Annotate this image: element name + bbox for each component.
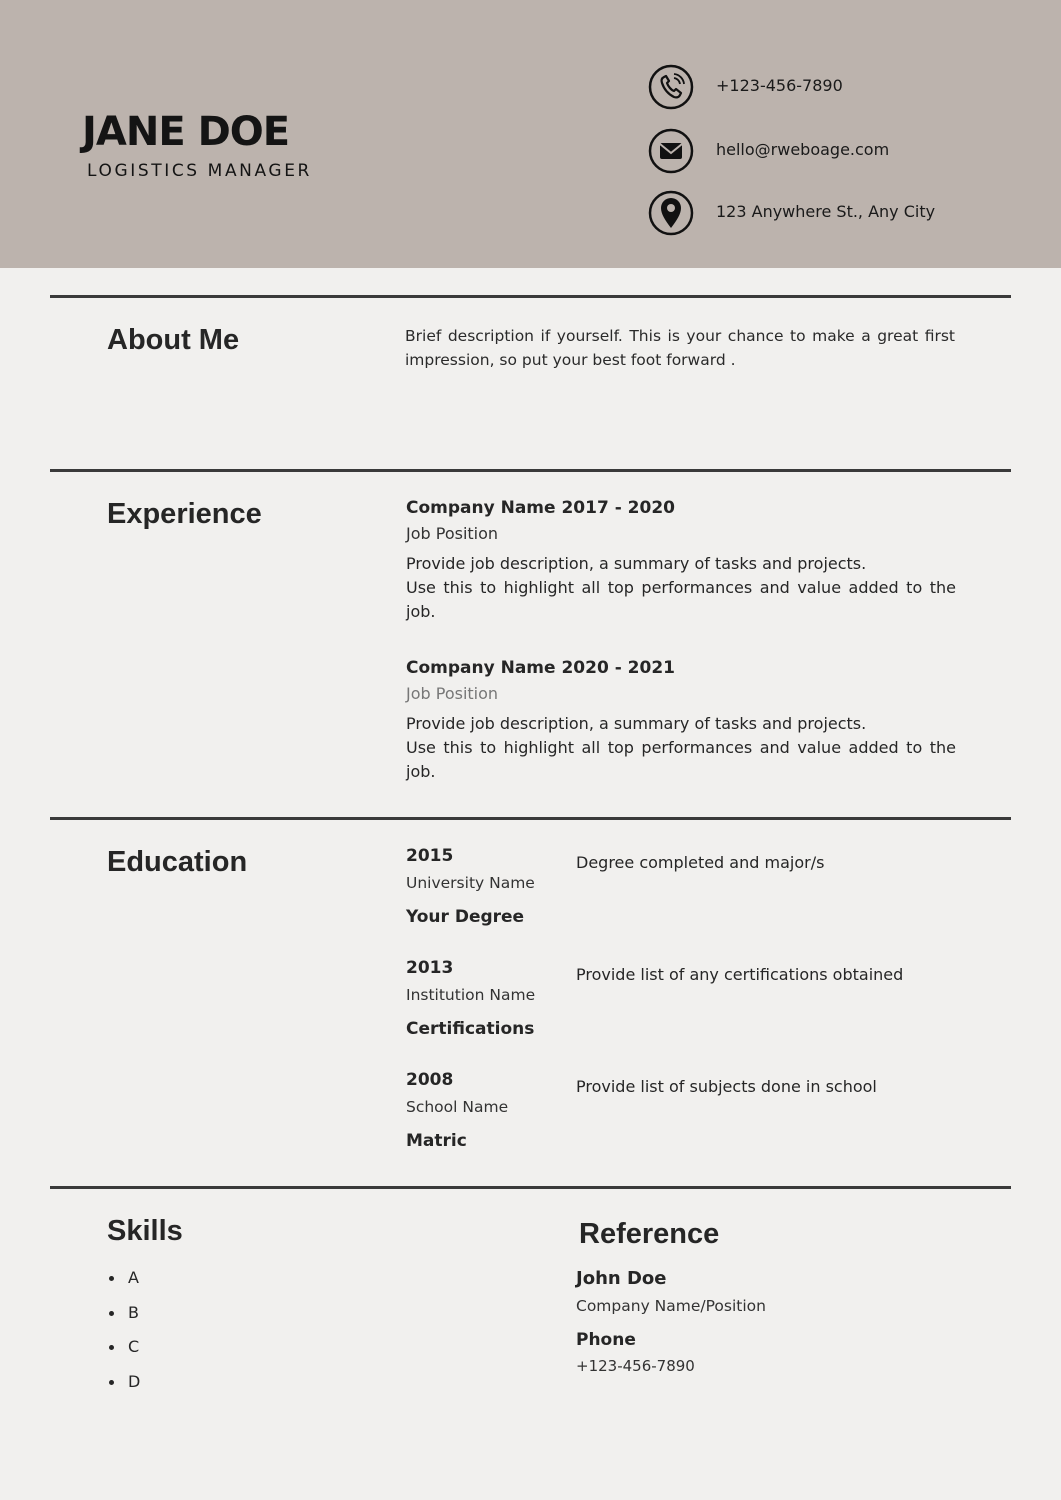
- reference-company: Company Name/Position: [576, 1297, 766, 1315]
- skill-label: D: [128, 1371, 141, 1391]
- reference-phone[interactable]: +123-456-7890: [576, 1357, 695, 1375]
- education-degree: Matric: [406, 1131, 467, 1151]
- education-institution: University Name: [406, 874, 535, 892]
- section-divider: [50, 295, 1011, 298]
- education-description: Degree completed and major/s: [576, 853, 825, 872]
- skill-item: [107, 1303, 140, 1338]
- education-description: Provide list of subjects done in school: [576, 1077, 877, 1096]
- skill-label: A: [128, 1268, 139, 1287]
- job-heading: Company Name 2017 - 2020: [406, 498, 675, 518]
- job-position: Job Position: [406, 684, 499, 703]
- job-description-line: Use this to highlight all top performances and value added to the job.: [406, 578, 956, 621]
- education-degree: Your Degree: [406, 907, 525, 927]
- section-divider: [50, 817, 1011, 820]
- job-position: Job Position: [406, 524, 499, 543]
- experience-title: Experience: [107, 498, 262, 530]
- skills-title: Skills: [107, 1215, 183, 1247]
- job-description: [406, 552, 956, 624]
- education-institution: School Name: [406, 1098, 509, 1116]
- section-divider: [50, 469, 1011, 472]
- education-entry: [406, 846, 1006, 946]
- bullet-icon: [109, 1311, 114, 1316]
- education-year: 2008: [406, 1070, 454, 1090]
- candidate-role: LOGISTICS MANAGER: [87, 161, 312, 181]
- location-pin-icon: [648, 190, 694, 236]
- skills-list: [107, 1268, 140, 1406]
- education-entry: [406, 1070, 1006, 1170]
- email-icon: [648, 128, 694, 174]
- education-institution: Institution Name: [406, 986, 536, 1004]
- contact-phone-text[interactable]: +123-456-7890: [716, 76, 843, 95]
- candidate-name: JANE DOE: [82, 109, 290, 155]
- skill-item: [107, 1268, 140, 1303]
- job-heading: Company Name 2020 - 2021: [406, 658, 675, 678]
- reference-phone-label: Phone: [576, 1330, 636, 1350]
- phone-icon: [648, 64, 694, 110]
- about-title: About Me: [107, 324, 240, 356]
- education-entry: [406, 958, 1006, 1058]
- header-banner: [0, 0, 1061, 268]
- contact-email-text[interactable]: hello@rweboage.com: [716, 140, 890, 159]
- bullet-icon: [109, 1276, 114, 1281]
- skill-item: [107, 1337, 140, 1372]
- reference-title: Reference: [579, 1218, 720, 1250]
- job-description-line: Use this to highlight all top performances and value added to the job.: [406, 738, 956, 781]
- job-description: [406, 712, 956, 784]
- education-degree: Certifications: [406, 1019, 535, 1039]
- skill-item: [107, 1372, 140, 1407]
- job-description-line: Provide job description, a summary of tasks and projects.: [406, 554, 867, 573]
- job-description-line: Provide job description, a summary of tasks and projects.: [406, 714, 867, 733]
- reference-name: John Doe: [576, 1268, 667, 1289]
- experience-entry: [406, 496, 956, 624]
- skill-label: B: [128, 1302, 139, 1322]
- bullet-icon: [109, 1380, 114, 1385]
- education-year: 2013: [406, 958, 454, 978]
- skill-label: C: [128, 1337, 140, 1356]
- education-description: Provide list of any certifications obtained: [576, 965, 904, 984]
- bullet-icon: [109, 1345, 114, 1350]
- section-divider: [50, 1186, 1011, 1189]
- education-title: Education: [107, 846, 248, 878]
- about-text: Brief description if yourself. This is your chance to make a great first impression, so put your best foot forward .: [405, 327, 955, 369]
- contact-address-text: 123 Anywhere St., Any City: [716, 202, 936, 221]
- education-year: 2015: [406, 846, 454, 866]
- experience-entry: [406, 656, 956, 784]
